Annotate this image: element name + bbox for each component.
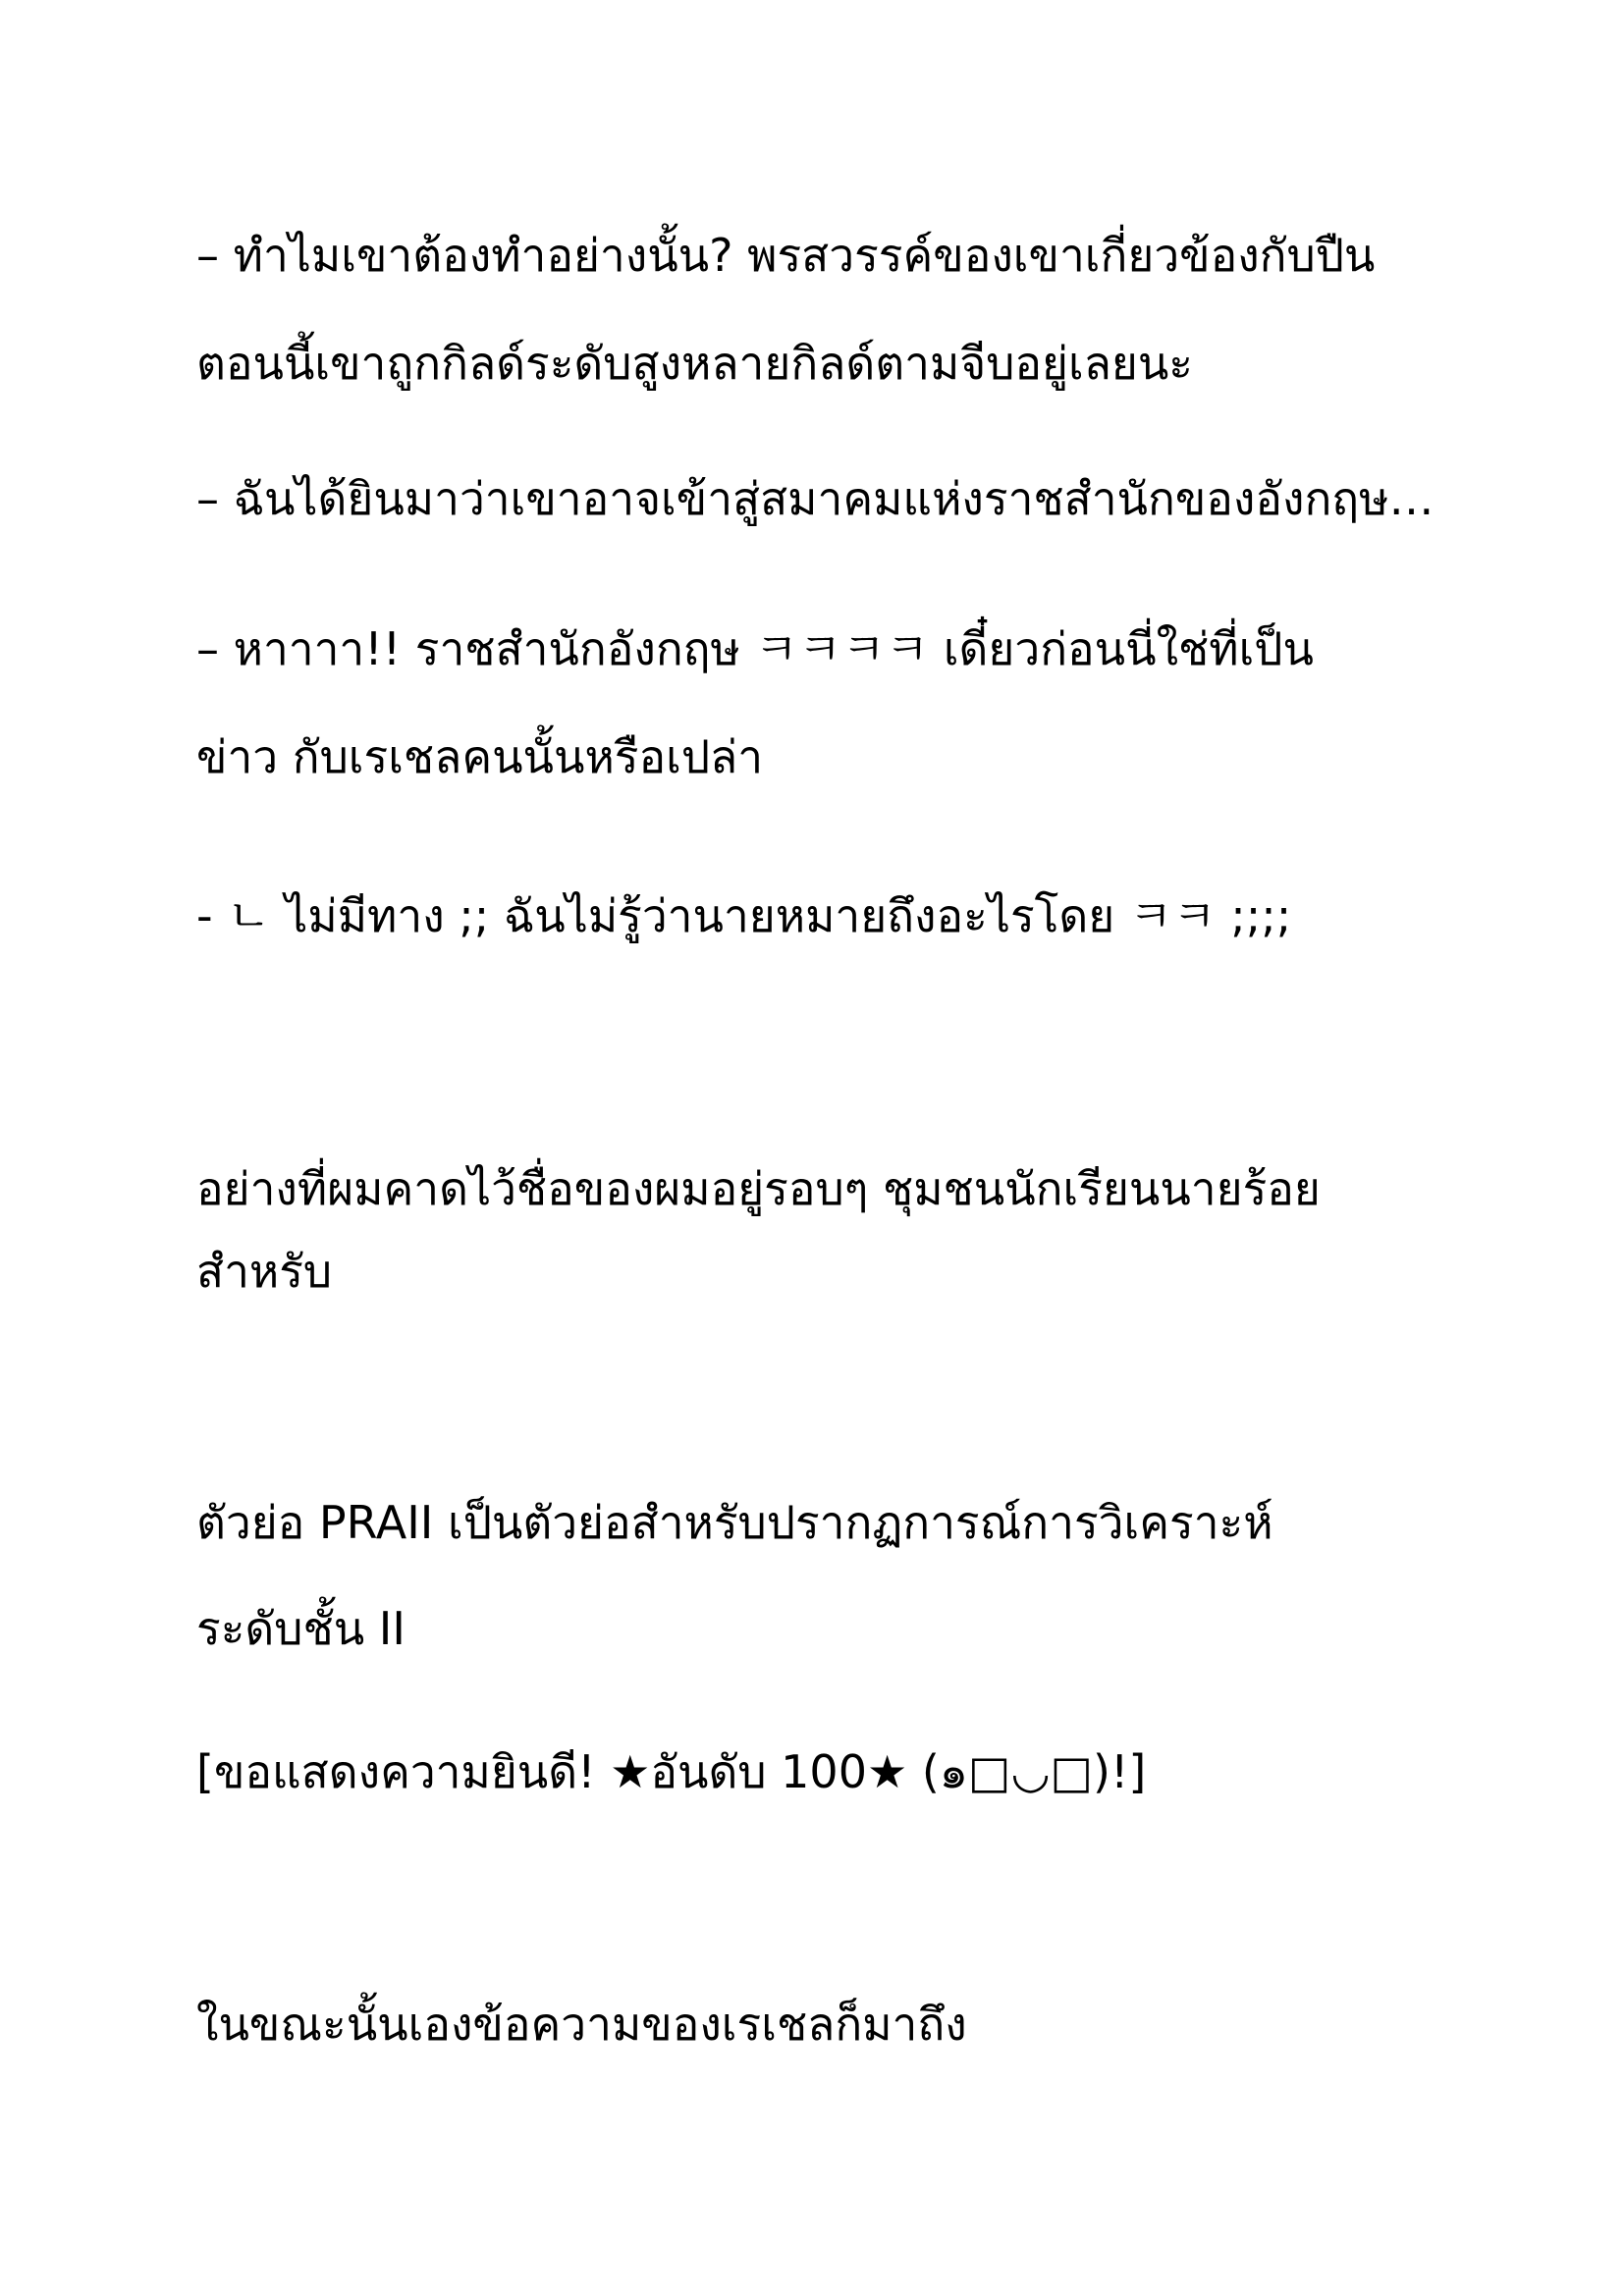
text-line-8: สำหรับ bbox=[196, 1245, 333, 1298]
text-line-12: ในขณะนั้นเองข้อความของเรเชลก็มาถึง bbox=[196, 1998, 967, 2051]
text-line-7: อย่างที่ผมคาดไว้ชื่อของผมอยู่รอบๆ ชุมชนนักเรียนนายร้อย bbox=[196, 1162, 1321, 1215]
text-line-2: ตอนนี้เขาถูกกิลด์ระดับสูงหลายกิลด์ตามจีบอยู่เลยนะ bbox=[196, 337, 1194, 390]
text-line-6: - ㄴ ไม่มีทาง ;; ฉันไม่รู้ว่านายหมายถึงอะไรโดย ㅋㅋ ;;;; bbox=[196, 889, 1292, 942]
text-line-5: ข่าว กับเรเชลคนนั้นหรือเปล่า bbox=[196, 730, 764, 783]
text-line-9: ตัวย่อ PRAII เป็นตัวย่อสำหรับปรากฏการณ์การวิเคราะห์ bbox=[196, 1496, 1273, 1549]
text-line-11: [ขอแสดงความยินดี! ★อันดับ 100★ (๑□◡□)!] bbox=[196, 1745, 1147, 1798]
text-line-1: – ทำไมเขาต้องทำอย่างนั้น? พรสวรรค์ของเขาเกี่ยวข้องกับปืน bbox=[196, 229, 1376, 282]
text-line-10: ระดับชั้น II bbox=[196, 1602, 406, 1655]
text-line-4: – หาาาา!! ราชสำนักอังกฤษ ㅋㅋㅋㅋ เดี๋ยวก่อนนี่ใช่ที่เป็น bbox=[196, 622, 1314, 675]
text-line-3: – ฉันได้ยินมาว่าเขาอาจเข้าสู่สมาคมแห่งราชสำนักของอังกฤษ… bbox=[196, 472, 1435, 525]
